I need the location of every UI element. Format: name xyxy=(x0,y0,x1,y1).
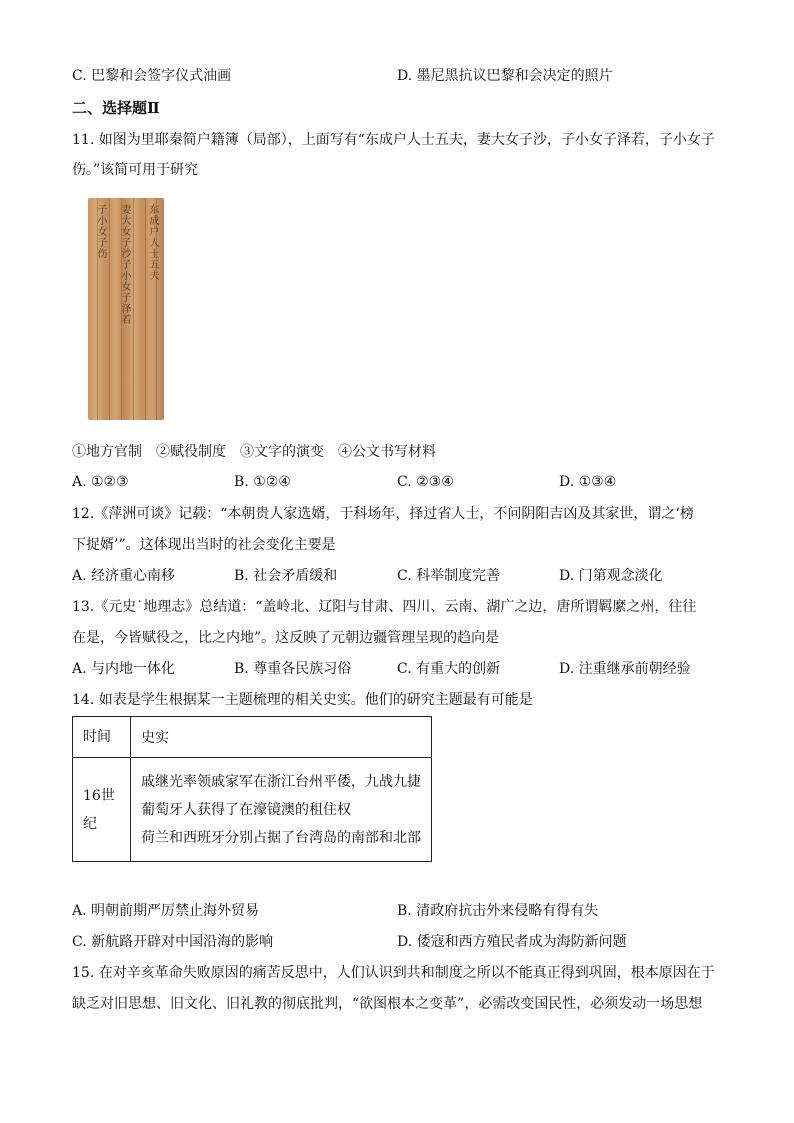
table-cell-time: 16世纪 xyxy=(73,758,131,862)
q11-option-c: C. ②③④ xyxy=(397,474,454,490)
q12-option-b: B. 社会矛盾缓和 xyxy=(234,568,338,584)
q15-stem-line2: 缺乏对旧思想、旧文化、旧礼教的彻底批判，“欲图根本之变革”，必需改变国民性，必须发动一场思想 xyxy=(72,996,703,1012)
q12-option-d: D. 门第观念淡化 xyxy=(559,568,663,584)
q14-stem: 14. 如表是学生根据某一主题梳理的相关史实。他们的研究主题最有可能是 xyxy=(72,692,533,708)
bamboo-slip-image xyxy=(88,198,164,420)
q13-stem-line2: 在是，今皆赋役之，比之内地”。这反映了元朝边疆管理呈现的趋向是 xyxy=(72,630,500,646)
q11-option-a: A. ①②③ xyxy=(72,474,129,490)
q12-stem-line2: 下捉婿’”。这体现出当时的社会变化主要是 xyxy=(72,537,336,553)
table-cell-facts xyxy=(131,758,432,862)
prev-option-c: C. 巴黎和会签字仪式油画 xyxy=(72,68,232,84)
q14-option-b: B. 清政府抗击外来侵略有得有失 xyxy=(397,903,599,919)
q11-option-d: D. ①③④ xyxy=(559,474,617,490)
q11-stem-line1: 11. 如图为里耶秦简户籍簿（局部），上面写有“东成户人士五夫，妻大女子沙，子小女子泽若，子小女子 xyxy=(72,132,715,148)
q11-statements: ①地方官制 ②赋役制度 ③文字的演变 ④公文书写材料 xyxy=(72,444,436,460)
prev-option-d: D. 墨尼黑抗议巴黎和会决定的照片 xyxy=(397,68,613,84)
q11-option-b: B. ①②④ xyxy=(234,474,291,490)
q15-stem-line1: 15. 在对辛亥革命失败原因的痛苦反思中，人们认识到共和制度之所以不能真正得到巩固，根本原因在于 xyxy=(72,965,715,981)
q13-option-b: B. 尊重各民族习俗 xyxy=(234,661,352,677)
q13-option-c: C. 有重大的创新 xyxy=(397,661,501,677)
q12-stem-line1: 12.《萍洲可谈》记载：“本朝贵人家选婿，于科场年，择过省人士，不问阴阳吉凶及其家世，谓之‘榜 xyxy=(72,506,694,522)
section-title: 二、选择题Ⅱ xyxy=(72,99,160,117)
table-header-time: 时间 xyxy=(73,717,131,758)
q14-table xyxy=(72,716,432,862)
q12-option-a: A. 经济重心南移 xyxy=(72,568,176,584)
q14-option-d: D. 倭寇和西方殖民者成为海防新问题 xyxy=(397,934,627,950)
q11-stem-line2: 伤。”该简可用于研究 xyxy=(72,162,199,178)
q13-option-d: D. 注重继承前朝经验 xyxy=(559,661,691,677)
slip-column-2: 妻大女子沙子小女子泽若 xyxy=(119,204,130,325)
table-fact-2: 葡萄牙人获得了在濠镜澳的租住权 xyxy=(141,801,351,818)
q14-option-a: A. 明朝前期严厉禁止海外贸易 xyxy=(72,903,260,919)
slip-column-1: 东成户人士五夫 xyxy=(147,204,158,281)
q13-stem-line1: 13.《元史˙地理志》总结道：“盖岭北、辽阳与甘肃、四川、云南、湖广之边，唐所谓羁縻之州，往往 xyxy=(72,599,697,615)
table-header-facts: 史实 xyxy=(131,717,432,758)
q12-option-c: C. 科举制度完善 xyxy=(397,568,501,584)
table-fact-1: 戚继光率领戚家军在浙江台州平倭，九战九捷 xyxy=(141,773,421,790)
q13-option-a: A. 与内地一体化 xyxy=(72,661,176,677)
table-fact-3: 荷兰和西班牙分别占据了台湾岛的南部和北部 xyxy=(141,829,421,846)
slip-column-3: 子小女子伤 xyxy=(95,204,106,259)
q14-option-c: C. 新航路开辟对中国沿海的影响 xyxy=(72,934,274,950)
